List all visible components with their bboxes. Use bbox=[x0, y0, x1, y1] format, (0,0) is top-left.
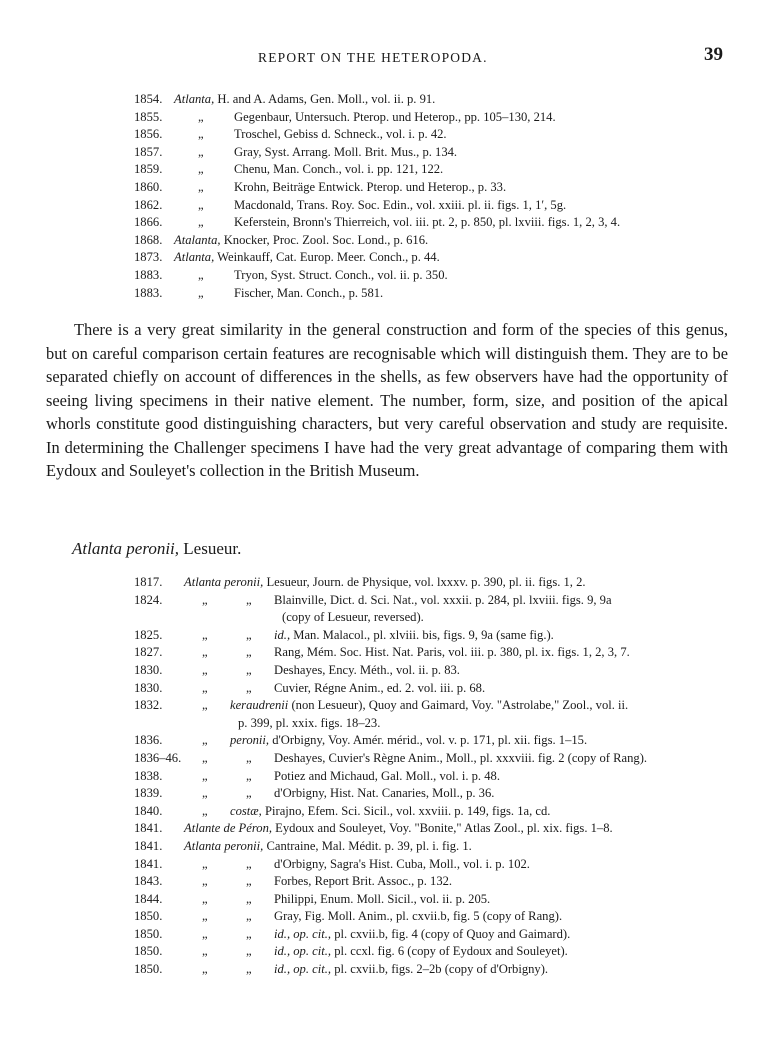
synonymy-entry bbox=[134, 768, 734, 786]
genus-synonymy-list bbox=[134, 91, 734, 302]
synonymy-entry bbox=[134, 926, 734, 944]
entry-year: 1844. bbox=[134, 891, 163, 906]
entry-taxon-name: id., bbox=[274, 627, 291, 642]
entry-citation: Macdonald, Trans. Roy. Soc. Edin., vol. xxiii. pl. ii. figs. 1, 1′, 5g. bbox=[234, 197, 567, 212]
ditto-mark: „ bbox=[202, 680, 208, 695]
entry-genus-name: Atlanta, bbox=[174, 92, 215, 106]
ditto-mark: „ bbox=[202, 874, 208, 889]
ditto-mark: „ bbox=[202, 627, 208, 642]
entry-year: 1817. bbox=[134, 575, 163, 589]
entry-citation: Potiez and Michaud, Gal. Moll., vol. i. p. 48. bbox=[274, 768, 500, 783]
synonymy-entry bbox=[134, 179, 734, 197]
entry-year: 1836–46. bbox=[134, 750, 182, 765]
entry-citation: Gray, Syst. Arrang. Moll. Brit. Mus., p. 134. bbox=[234, 144, 458, 159]
entry-year: 1832. bbox=[134, 698, 163, 713]
ditto-mark: „ bbox=[202, 733, 208, 748]
entry-taxon-name: id., op. cit., bbox=[274, 962, 332, 977]
entry-year: 1854. bbox=[134, 92, 163, 106]
ditto-mark: „ bbox=[198, 285, 204, 300]
ditto-mark: „ bbox=[246, 627, 252, 642]
entry-year: 1841. bbox=[134, 856, 163, 871]
entry-citation: Man. Malacol., pl. xlviii. bis, figs. 9, 9a (same fig.). bbox=[293, 627, 554, 642]
synonymy-entry bbox=[134, 750, 734, 768]
ditto-mark: „ bbox=[202, 786, 208, 801]
synonymy-entry bbox=[134, 785, 734, 803]
ditto-mark: „ bbox=[246, 768, 252, 783]
ditto-mark: „ bbox=[246, 592, 252, 607]
entry-citation: Philippi, Enum. Moll. Sicil., vol. ii. p. 205. bbox=[274, 891, 491, 906]
synonymy-entry bbox=[134, 109, 734, 127]
entry-reference bbox=[274, 926, 730, 944]
entry-year: 1857. bbox=[134, 144, 163, 159]
entry-citation: Tryon, Syst. Struct. Conch., vol. ii. p. 350. bbox=[234, 267, 448, 282]
entry-reference bbox=[274, 943, 730, 961]
synonymy-entry bbox=[134, 662, 734, 680]
entry-citation: Deshayes, Ency. Méth., vol. ii. p. 83. bbox=[274, 662, 460, 677]
entry-citation: Knocker, Proc. Zool. Soc. Lond., p. 616. bbox=[223, 232, 429, 247]
entry-citation: Cantraine, Mal. Médit. p. 39, pl. i. fig. 1. bbox=[266, 838, 472, 853]
entry-taxon-name: Atlante de Péron, bbox=[184, 821, 273, 836]
species-synonymy-list bbox=[134, 574, 734, 979]
entry-year: 1873. bbox=[134, 250, 163, 265]
entry-citation: Krohn, Beiträge Entwick. Pterop. und Heterop., p. 33. bbox=[234, 179, 507, 194]
synonymy-entry bbox=[134, 126, 734, 144]
ditto-mark: „ bbox=[202, 698, 208, 713]
ditto-mark: „ bbox=[202, 856, 208, 871]
entry-reference bbox=[230, 732, 730, 750]
entry-continuation: p. 399, pl. xxix. figs. 18–23. bbox=[238, 715, 381, 730]
ditto-mark: „ bbox=[246, 891, 252, 906]
entry-citation: pl. cxvii.b, figs. 2–2b (copy of d'Orbigny). bbox=[334, 962, 549, 977]
entry-year: 1860. bbox=[134, 179, 163, 194]
running-title: REPORT ON THE HETEROPODA. bbox=[258, 50, 488, 65]
entry-taxon-name: id., op. cit., bbox=[274, 944, 332, 959]
entry-reference bbox=[274, 785, 730, 803]
entry-year: 1850. bbox=[134, 962, 163, 977]
entry-citation: Pirajno, Efem. Sci. Sicil., vol. xxviii. p. 149, figs. 1a, cd. bbox=[265, 803, 551, 818]
entry-year: 1843. bbox=[134, 874, 163, 889]
ditto-mark: „ bbox=[246, 750, 252, 765]
entry-year: 1830. bbox=[134, 680, 163, 695]
entry-citation: Deshayes, Cuvier's Règne Anim., Moll., pl. xxxviii. fig. 2 (copy of Rang). bbox=[274, 750, 648, 765]
ditto-mark: „ bbox=[202, 768, 208, 783]
ditto-mark: „ bbox=[198, 109, 204, 124]
ditto-mark: „ bbox=[198, 215, 204, 230]
synonymy-entry bbox=[134, 267, 734, 285]
synonymy-entry bbox=[134, 908, 734, 926]
entry-citation: H. and A. Adams, Gen. Moll., vol. ii. p. 91. bbox=[217, 92, 436, 106]
entry-reference bbox=[274, 592, 730, 627]
synonymy-entry bbox=[134, 91, 734, 109]
entry-reference bbox=[274, 856, 730, 874]
entry-citation: Troschel, Gebiss d. Schneck., vol. i. p. 42. bbox=[234, 127, 447, 142]
synonymy-entry bbox=[134, 838, 734, 856]
ditto-mark: „ bbox=[202, 750, 208, 765]
entry-year: 1824. bbox=[134, 592, 163, 607]
entry-citation: Weinkauff, Cat. Europ. Meer. Conch., p. 44. bbox=[217, 250, 440, 265]
ditto-mark: „ bbox=[202, 592, 208, 607]
synonymy-entry bbox=[134, 856, 734, 874]
species-heading bbox=[72, 539, 241, 559]
synonymy-entry bbox=[134, 803, 734, 821]
entry-reference bbox=[274, 768, 730, 786]
ditto-mark: „ bbox=[198, 267, 204, 282]
entry-year: 1841. bbox=[134, 821, 163, 836]
ditto-mark: „ bbox=[202, 944, 208, 959]
entry-taxon-name: costæ, bbox=[230, 803, 262, 818]
entry-citation: Chenu, Man. Conch., vol. i. pp. 121, 122. bbox=[234, 162, 444, 177]
ditto-mark: „ bbox=[246, 944, 252, 959]
entry-year: 1850. bbox=[134, 944, 163, 959]
entry-year: 1825. bbox=[134, 627, 163, 642]
synonymy-entry bbox=[134, 161, 734, 179]
entry-reference bbox=[274, 662, 730, 680]
entry-continuation: (copy of Lesueur, reversed). bbox=[282, 610, 424, 625]
body-paragraph bbox=[46, 318, 728, 483]
synonymy-entry bbox=[134, 697, 734, 732]
entry-citation: d'Orbigny, Hist. Nat. Canaries, Moll., p. 36. bbox=[274, 786, 495, 801]
entry-year: 1855. bbox=[134, 109, 163, 124]
ditto-mark: „ bbox=[246, 874, 252, 889]
synonymy-entry bbox=[134, 197, 734, 215]
entry-year: 1866. bbox=[134, 215, 163, 230]
entry-citation: d'Orbigny, Sagra's Hist. Cuba, Moll., vol. i. p. 102. bbox=[274, 856, 530, 871]
entry-year: 1883. bbox=[134, 267, 163, 282]
ditto-mark: „ bbox=[198, 162, 204, 177]
entry-year: 1856. bbox=[134, 127, 163, 142]
synonymy-entry bbox=[134, 961, 734, 979]
entry-taxon-name: Atlanta peronii, bbox=[184, 575, 264, 589]
entry-genus-name: Atalanta, bbox=[174, 232, 221, 247]
entry-citation: pl. ccxl. fig. 6 (copy of Eydoux and Souleyet). bbox=[334, 944, 568, 959]
entry-reference bbox=[274, 961, 730, 979]
entry-year: 1868. bbox=[134, 232, 163, 247]
ditto-mark: „ bbox=[202, 803, 208, 818]
synonymy-entry bbox=[134, 644, 734, 662]
synonymy-entry bbox=[134, 732, 734, 750]
ditto-mark: „ bbox=[202, 962, 208, 977]
entry-reference bbox=[174, 91, 435, 109]
ditto-mark: „ bbox=[198, 197, 204, 212]
entry-taxon-name: id., op. cit., bbox=[274, 926, 332, 941]
species-name: Atlanta peronii, bbox=[72, 539, 180, 558]
entry-citation: Gray, Fig. Moll. Anim., pl. cxvii.b, fig. 5 (copy of Rang). bbox=[274, 909, 563, 924]
entry-reference bbox=[184, 820, 613, 838]
entry-reference bbox=[274, 908, 730, 926]
entry-reference bbox=[230, 697, 730, 732]
synonymy-entry bbox=[134, 144, 734, 162]
ditto-mark: „ bbox=[246, 926, 252, 941]
synonymy-entry bbox=[134, 214, 734, 232]
ditto-mark: „ bbox=[246, 645, 252, 660]
entry-taxon-name: peronii, bbox=[230, 733, 270, 748]
ditto-mark: „ bbox=[246, 662, 252, 677]
entry-citation: Fischer, Man. Conch., p. 581. bbox=[234, 285, 384, 300]
ditto-mark: „ bbox=[246, 680, 252, 695]
entry-year: 1841. bbox=[134, 838, 163, 853]
entry-year: 1859. bbox=[134, 162, 163, 177]
entry-citation: Cuvier, Régne Anim., ed. 2. vol. iii. p. 68. bbox=[274, 680, 486, 695]
entry-reference bbox=[274, 680, 730, 698]
ditto-mark: „ bbox=[246, 786, 252, 801]
entry-reference bbox=[274, 627, 730, 645]
entry-citation: Gegenbaur, Untersuch. Pterop. und Heterop., pp. 105–130, 214. bbox=[234, 109, 556, 124]
ditto-mark: „ bbox=[246, 856, 252, 871]
entry-taxon-name: keraudrenii bbox=[230, 698, 289, 713]
species-author: Lesueur. bbox=[183, 539, 242, 558]
synonymy-entry bbox=[134, 574, 734, 592]
synonymy-entry bbox=[134, 592, 734, 627]
entry-citation: (non Lesueur), Quoy and Gaimard, Voy. "Astrolabe," Zool., vol. ii. bbox=[291, 698, 629, 713]
ditto-mark: „ bbox=[198, 144, 204, 159]
entry-year: 1883. bbox=[134, 285, 163, 300]
synonymy-entry bbox=[134, 943, 734, 961]
synonymy-entry bbox=[134, 873, 734, 891]
entry-year: 1862. bbox=[134, 197, 163, 212]
synonymy-entry bbox=[134, 680, 734, 698]
entry-year: 1840. bbox=[134, 803, 163, 818]
entry-reference bbox=[274, 891, 730, 909]
entry-reference bbox=[274, 750, 730, 768]
ditto-mark: „ bbox=[246, 962, 252, 977]
entry-reference bbox=[174, 232, 428, 250]
ditto-mark: „ bbox=[246, 909, 252, 924]
synonymy-entry bbox=[134, 249, 734, 267]
entry-genus-name: Atlanta, bbox=[174, 250, 215, 265]
entry-reference bbox=[184, 574, 586, 592]
synonymy-entry bbox=[134, 627, 734, 645]
synonymy-entry bbox=[134, 891, 734, 909]
entry-citation: Forbes, Report Brit. Assoc., p. 132. bbox=[274, 874, 453, 889]
entry-reference bbox=[274, 644, 730, 662]
entry-year: 1838. bbox=[134, 768, 163, 783]
synonymy-entry bbox=[134, 820, 734, 838]
synonymy-entry bbox=[134, 232, 734, 250]
entry-reference bbox=[174, 249, 440, 267]
entry-taxon-name: Atlanta peronii, bbox=[184, 838, 264, 853]
page-header bbox=[0, 44, 776, 68]
entry-reference bbox=[274, 873, 730, 891]
paragraph-text: There is a very great similarity in the general construction and form of the species of this genus, but on careful comparison certain features are recognisable which will distinguish them. They are to be separated chiefly on account of differences in the shells, as few observers have had the opportunity of seeing living specimens in their native element. The number, form, size, and position of the apical whorls constitute good distinguishing characters, but very careful observation and study are requisite. In determining the Challenger specimens I have had the very great advantage of comparing them with Eydoux and Souleyet's collection in the British Museum. bbox=[46, 320, 728, 480]
ditto-mark: „ bbox=[202, 645, 208, 660]
ditto-mark: „ bbox=[202, 662, 208, 677]
entry-citation: Lesueur, Journ. de Physique, vol. lxxxv. p. 390, pl. ii. figs. 1, 2. bbox=[266, 575, 586, 589]
entry-citation: Eydoux and Souleyet, Voy. "Bonite," Atlas Zool., pl. xix. figs. 1–8. bbox=[275, 821, 613, 836]
entry-year: 1850. bbox=[134, 926, 163, 941]
entry-citation: pl. cxvii.b, fig. 4 (copy of Quoy and Gaimard). bbox=[334, 926, 571, 941]
entry-year: 1839. bbox=[134, 786, 163, 801]
ditto-mark: „ bbox=[202, 891, 208, 906]
entry-year: 1830. bbox=[134, 662, 163, 677]
entry-year: 1850. bbox=[134, 909, 163, 924]
entry-reference bbox=[184, 838, 472, 856]
ditto-mark: „ bbox=[202, 909, 208, 924]
entry-citation: Blainville, Dict. d. Sci. Nat., vol. xxxii. p. 284, pl. lxviii. figs. 9, 9a bbox=[274, 592, 612, 607]
entry-citation: d'Orbigny, Voy. Amér. mérid., vol. v. p. 171, pl. xii. figs. 1–15. bbox=[272, 733, 588, 748]
ditto-mark: „ bbox=[202, 926, 208, 941]
ditto-mark: „ bbox=[198, 179, 204, 194]
entry-citation: Rang, Mém. Soc. Hist. Nat. Paris, vol. iii. p. 380, pl. ix. figs. 1, 2, 3, 7. bbox=[274, 645, 630, 660]
entry-reference bbox=[230, 803, 730, 821]
ditto-mark: „ bbox=[198, 127, 204, 142]
entry-citation: Keferstein, Bronn's Thierreich, vol. iii. pt. 2, p. 850, pl. lxviii. figs. 1, 2, 3, 4. bbox=[234, 215, 621, 230]
synonymy-entry bbox=[134, 285, 734, 303]
page-number: 39 bbox=[704, 44, 723, 65]
entry-year: 1836. bbox=[134, 733, 163, 748]
entry-year: 1827. bbox=[134, 645, 163, 660]
